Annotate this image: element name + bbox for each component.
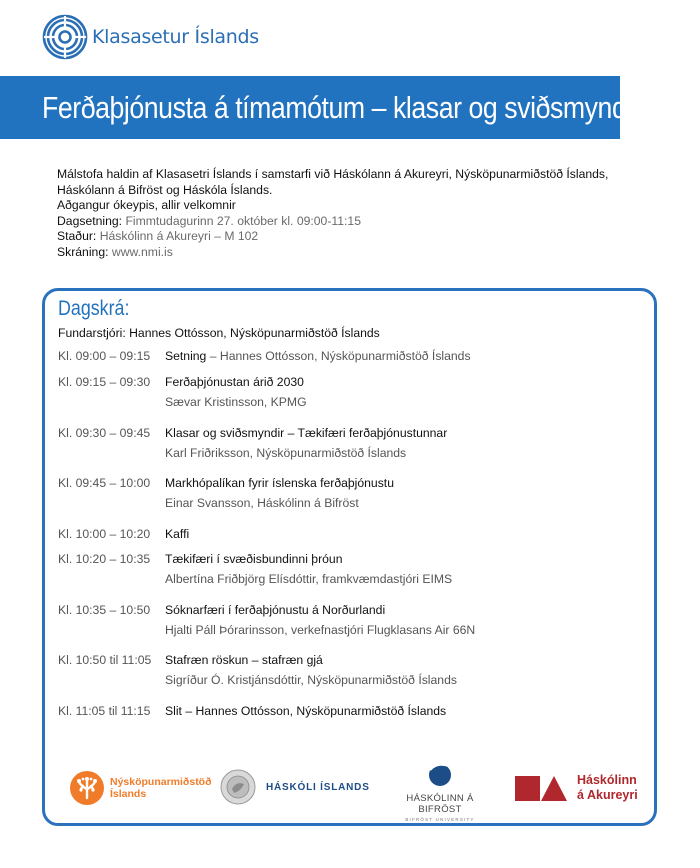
nmi-name-line1: Nýsköpunarmiðstöð	[110, 776, 212, 788]
agenda-speaker: Sævar Kristinsson, KPMG	[165, 395, 307, 409]
bifrost-subtitle: BIFRÖST UNIVERSITY	[405, 817, 475, 822]
intro-line: Aðgangur ókeypis, allir velkomnir	[57, 198, 236, 212]
agenda-time: Kl. 10:20 – 10:35	[58, 552, 151, 566]
agenda-time: Kl. 09:15 – 09:30	[58, 375, 151, 389]
nmi-tree-icon	[70, 771, 104, 805]
agenda-speaker: Karl Friðriksson, Nýsköpunarmiðstöð Íslands	[165, 446, 407, 460]
agenda-time: Kl. 09:45 – 10:00	[58, 476, 151, 490]
agenda-title: Dagskrá:	[58, 297, 130, 320]
date-line	[57, 214, 608, 230]
page-title: Ferðaþjónusta á tímamótum – klasar og sviðsmyndir	[42, 89, 641, 125]
hi-seal-icon	[220, 769, 256, 805]
agenda-topic: Stafræn röskun – stafræn gjá	[165, 653, 323, 667]
unak-logo	[515, 773, 638, 803]
place-line	[57, 229, 608, 245]
nmi-name-line2: Íslands	[110, 788, 147, 800]
agenda-time: Kl. 09:00 – 09:15	[58, 349, 151, 363]
agenda-topic: Markhópalíkan fyrir íslenska ferðaþjónustu	[165, 476, 394, 490]
bifrost-name: HÁSKÓLINN Á BIFRÖST	[406, 793, 474, 815]
unak-name-line1: Háskólinn	[577, 773, 637, 787]
agenda-time: Kl. 09:30 – 09:45	[58, 426, 151, 440]
agenda-time: Kl. 10:50 til 11:05	[58, 653, 152, 667]
agenda-speaker: Sigríður Ó. Kristjánsdóttir, Nýsköpunarmiðstöð Íslands	[165, 673, 457, 687]
klasasetur-logo	[42, 14, 259, 60]
agenda-topic: Kaffi	[165, 527, 190, 541]
agenda-topic-title: Setning	[165, 349, 207, 363]
agenda-topic: Klasar og sviðsmyndir – Tækifæri ferðaþjónustunnar	[165, 426, 448, 440]
agenda-topic: Tækifæri í svæðisbundinni þróun	[165, 552, 343, 566]
bifrost-globe-icon	[427, 761, 453, 787]
logo-text: Klasasetur Íslands	[92, 26, 259, 48]
intro-section	[57, 167, 608, 260]
intro-line: Háskólann á Bifröst og Háskóla Íslands.	[57, 182, 273, 197]
moderator: Fundarstjóri: Hannes Ottósson, Nýsköpunarmiðstöð Íslands	[58, 326, 380, 340]
intro-line: Málstofa haldin af Klasasetri Íslands í samstarfi við Háskólann á Akureyri, Nýsköpunarmiðstöð Íslands,	[57, 167, 609, 181]
date-value: Fimmtudagurinn 27. október kl. 09:00-11:15	[125, 213, 361, 228]
hi-logo	[220, 769, 370, 805]
agenda-box	[42, 288, 657, 826]
agenda-inline-speaker: – Hannes Ottósson, Nýsköpunarmiðstöð Íslands	[209, 349, 471, 363]
agenda-time: Kl. 11:05 til 11:15	[58, 704, 151, 718]
agenda-topic: Slit – Hannes Ottósson, Nýsköpunarmiðstöð Íslands	[165, 704, 447, 718]
registration-label: Skráning:	[57, 244, 109, 259]
registration-link[interactable]: www.nmi.is	[111, 244, 173, 259]
agenda-speaker: Albertína Friðbjörg Elísdóttir, framkvæmdastjóri EIMS	[165, 572, 453, 586]
agenda-topic: Ferðaþjónustan árið 2030	[165, 375, 304, 389]
nmi-logo	[70, 771, 212, 805]
place-label: Staður:	[57, 229, 97, 243]
agenda-topic	[165, 349, 471, 363]
place-value: Háskólinn á Akureyri – M 102	[99, 229, 259, 243]
agenda-speaker: Einar Svansson, Háskólinn á Bifröst	[165, 496, 359, 510]
agenda-time: Kl. 10:00 – 10:20	[58, 527, 151, 541]
agenda-time: Kl. 10:35 – 10:50	[58, 603, 151, 617]
agenda-topic: Sóknarfæri í ferðaþjónustu á Norðurlandi	[165, 603, 386, 617]
unak-name-line2: á Akureyri	[577, 788, 638, 802]
date-label: Dagsetning:	[57, 213, 123, 228]
registration-line	[57, 245, 608, 261]
bifrost-logo	[385, 761, 495, 822]
unak-shapes-icon	[515, 776, 567, 801]
hi-name: HÁSKÓLI ÍSLANDS	[266, 781, 370, 793]
klasasetur-emblem-icon	[42, 14, 88, 60]
title-banner	[0, 76, 641, 139]
agenda-speaker: Hjalti Páll Þórarinsson, verkefnastjóri Flugklasans Air 66N	[165, 623, 476, 637]
